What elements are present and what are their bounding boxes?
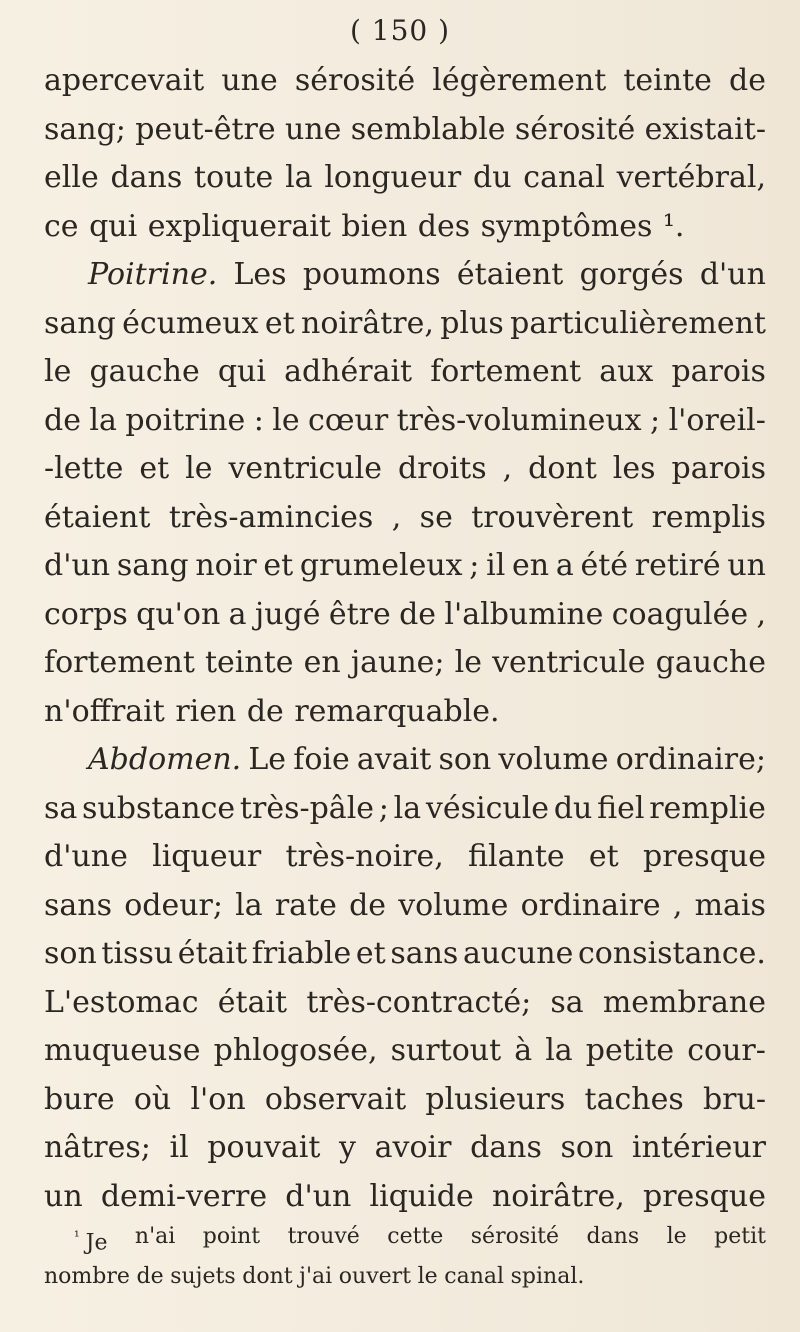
word: un [44, 1178, 83, 1214]
word: $^{^1}$ Je [74, 1229, 108, 1256]
word: écumeux [122, 305, 259, 341]
word: -lette [44, 451, 124, 486]
word: d'un [285, 1178, 352, 1214]
word: particulièrement [510, 305, 766, 341]
page-number: ( 150 ) [349, 14, 451, 47]
word: poitrine [125, 402, 246, 438]
word: la [545, 1033, 573, 1068]
footnote-mark: ¹ [74, 1229, 80, 1245]
word: et [355, 936, 386, 971]
word: de [729, 63, 766, 98]
word: une [221, 63, 278, 98]
word: spinal. [510, 1264, 585, 1290]
section-heading-poitrine: Poitrine. [88, 257, 218, 292]
word: muqueuse [44, 1033, 201, 1068]
word: dans [470, 1130, 542, 1165]
word: très-pâle [239, 790, 375, 826]
word: jaune; [350, 645, 445, 680]
word: sujets [170, 1264, 236, 1290]
word: ¹. [662, 208, 685, 244]
word: le [454, 645, 482, 680]
word: un [727, 548, 766, 583]
word: remarquable. [294, 693, 500, 729]
word: canal [523, 160, 605, 195]
word: l'albumine [444, 596, 604, 632]
word: canal [444, 1264, 505, 1290]
word: été [580, 548, 629, 583]
word: aux [599, 354, 654, 389]
word: bru- [702, 1081, 766, 1117]
word: bien [341, 208, 408, 244]
text-line-with-heading [44, 251, 766, 300]
word: une [284, 111, 342, 147]
word: presque [642, 1178, 766, 1214]
word: ordinaire; [615, 742, 766, 777]
word: ; [469, 548, 480, 583]
word: trouvé [287, 1224, 360, 1249]
word: remplie [649, 790, 766, 826]
word: se [419, 499, 453, 535]
word: qui [217, 354, 266, 389]
word: sang [44, 305, 116, 341]
word: bure [44, 1081, 115, 1117]
word: Le [248, 742, 287, 777]
word: rate [274, 887, 337, 923]
word: d'un [699, 257, 766, 292]
word: volume [498, 742, 609, 777]
word: ce [44, 208, 79, 244]
word: sérosité [294, 63, 416, 98]
word: étaient [456, 257, 564, 292]
word: la [393, 790, 422, 826]
word: très-noire, [285, 839, 444, 874]
word: foie [293, 742, 350, 777]
word: la [89, 402, 117, 438]
word: gauche [655, 645, 766, 680]
word: a [555, 548, 574, 583]
footnote [44, 1220, 766, 1294]
text-line-with-heading [44, 736, 766, 785]
word: corps [44, 596, 128, 632]
word: demi-verre [100, 1178, 268, 1214]
word: sans [44, 887, 112, 923]
word: du [473, 160, 512, 195]
text-line [44, 154, 766, 203]
word: grumeleux [299, 548, 463, 583]
word: du [553, 790, 593, 826]
word: dans [110, 160, 183, 195]
paragraph-poitrine [44, 251, 766, 736]
word: fiel [597, 790, 645, 826]
word: et [588, 839, 619, 874]
word: ; [650, 402, 661, 438]
word: trouvèrent [471, 499, 634, 535]
word: et [264, 305, 295, 341]
text-line [44, 57, 766, 106]
word: presque [642, 839, 766, 874]
word: des [417, 208, 471, 244]
word: nombre [44, 1264, 130, 1290]
word: symptômes [480, 208, 653, 244]
word: à [514, 1033, 533, 1068]
word: j'ai [299, 1264, 333, 1290]
word: dont [242, 1264, 293, 1290]
word: son [44, 936, 97, 971]
word: substance [82, 790, 236, 826]
text-line [44, 688, 766, 737]
word: odeur; [124, 887, 223, 923]
word: et [263, 548, 294, 583]
word: les [612, 451, 656, 486]
word: de [349, 887, 387, 923]
word: sa [44, 790, 78, 826]
word: avoir [374, 1130, 452, 1165]
text-line [44, 397, 766, 446]
text-line [44, 445, 766, 494]
word: sang [116, 548, 189, 583]
word: de [399, 596, 437, 632]
word: cour- [687, 1033, 766, 1068]
word: être [328, 596, 391, 632]
word: fortement [430, 354, 582, 389]
word: était [177, 936, 248, 971]
word: d'un [44, 548, 111, 583]
word: pouvait [207, 1130, 321, 1165]
word: retiré [634, 548, 721, 583]
word: noirâtre, [301, 305, 434, 341]
word: teinte [205, 645, 294, 680]
word: tissu [101, 936, 174, 971]
text-line [44, 882, 766, 931]
word: n'ai [134, 1224, 176, 1249]
word: l'oreil- [668, 402, 766, 438]
word: très-volumineux [396, 402, 642, 438]
word: le [272, 402, 300, 438]
word: sérosité [470, 1224, 560, 1249]
word: poumons [302, 257, 441, 292]
text-line [44, 930, 766, 979]
text-line [44, 494, 766, 543]
word: rien [175, 693, 237, 729]
word: parois [671, 354, 766, 389]
text-line [44, 203, 766, 252]
word: qui [89, 208, 138, 244]
word: son [560, 1130, 614, 1165]
word: en [303, 645, 341, 680]
word: point [202, 1224, 261, 1249]
word: vertébral, [616, 160, 766, 195]
text-line [44, 542, 766, 591]
text-line [44, 1027, 766, 1076]
text-line [44, 300, 766, 349]
word: semblable [350, 111, 506, 147]
text-line [44, 1124, 766, 1173]
word: expliquerait [147, 208, 331, 244]
word: L'estomac [44, 984, 199, 1020]
word: il [169, 1130, 189, 1165]
word: vésicule [425, 790, 550, 826]
text-line [44, 1076, 766, 1125]
word: liquide [369, 1178, 474, 1214]
word: droits [397, 451, 487, 486]
word: ventricule [228, 451, 382, 486]
section-heading-abdomen: Abdomen. [88, 742, 242, 777]
word: ventricule [492, 645, 646, 680]
word: phlogosée, [213, 1033, 378, 1068]
word: très-contracté; [306, 984, 532, 1020]
footnote-line [44, 1260, 766, 1294]
word: il [486, 548, 506, 583]
word: en [512, 548, 550, 583]
word: sa [550, 984, 584, 1020]
word: friable [251, 936, 352, 971]
word: : [253, 402, 264, 438]
text-line [44, 639, 766, 688]
footnote-line [44, 1220, 766, 1260]
word: avait [356, 742, 432, 777]
word: intérieur [631, 1130, 766, 1165]
word: nâtres; [44, 1130, 151, 1165]
word: , [756, 596, 766, 632]
word: adhérait [284, 354, 413, 389]
word: toute [194, 160, 274, 195]
word: noir [195, 548, 257, 583]
word: mais [694, 887, 766, 923]
word: son [438, 742, 492, 777]
word: aucune [462, 936, 574, 971]
word: petite [585, 1033, 675, 1068]
word: gauche [89, 354, 200, 389]
word: sans [390, 936, 459, 971]
word: observait [264, 1081, 407, 1117]
word: gorgés [579, 257, 684, 292]
word: cette [387, 1224, 444, 1249]
word: fortement [44, 645, 195, 680]
word: le [666, 1224, 687, 1249]
word: longueur [324, 160, 462, 195]
word: de [44, 402, 81, 438]
paragraph-1 [44, 57, 766, 251]
word: et [139, 451, 170, 486]
word: y [339, 1130, 356, 1165]
word: , [391, 499, 402, 535]
word: sang; [44, 111, 126, 147]
word: elle [44, 160, 99, 195]
word: volume [398, 887, 509, 923]
word: Les [233, 257, 287, 292]
word: remplis [651, 499, 766, 535]
word: noirâtre, [491, 1178, 625, 1214]
text-line [44, 348, 766, 397]
word: la [285, 160, 313, 195]
word: qu'on [136, 596, 221, 632]
text-line [44, 591, 766, 640]
word: , [672, 887, 683, 923]
word: existait- [644, 111, 766, 147]
word: membrane [602, 984, 766, 1020]
text-line [44, 833, 766, 882]
word: plus [440, 305, 504, 341]
word: ordinaire [520, 887, 661, 923]
word: teinte [623, 63, 712, 98]
word: dont [528, 451, 597, 486]
text-line [44, 106, 766, 155]
word: a [228, 596, 247, 632]
word: le [417, 1264, 438, 1290]
word: cœur [308, 402, 389, 438]
word: d'une [44, 839, 128, 874]
word: dans [586, 1224, 640, 1249]
word: peut-être [135, 111, 276, 147]
word: , [502, 451, 513, 486]
word: plusieurs [425, 1081, 566, 1117]
word: étaient [44, 499, 151, 535]
word: ouvert [338, 1264, 412, 1290]
word: de [136, 1264, 164, 1290]
body-text [44, 57, 766, 1221]
word: était [217, 984, 288, 1020]
word: le [44, 354, 72, 389]
word: où [133, 1081, 172, 1117]
word: apercevait [44, 63, 205, 98]
word: de [246, 693, 284, 729]
word: jugé [254, 596, 321, 632]
word: le [185, 451, 213, 486]
word: la [235, 887, 263, 923]
paragraph-abdomen [44, 736, 766, 1221]
word: liqueur [152, 839, 262, 874]
word: coagulée [611, 596, 749, 632]
word: surtout [390, 1033, 502, 1068]
word: filante [468, 839, 565, 874]
word: ; [378, 790, 389, 826]
word: légèrement [432, 63, 607, 98]
word: n'offrait [44, 693, 165, 729]
word: parois [671, 451, 766, 486]
word: sérosité [514, 111, 636, 147]
word: l'on [190, 1081, 246, 1117]
word: très-amincies [168, 499, 374, 535]
word: consistance. [577, 936, 766, 971]
word: taches [584, 1081, 684, 1117]
text-line [44, 785, 766, 834]
text-line [44, 1173, 766, 1222]
text-line [44, 979, 766, 1028]
word: petit [714, 1224, 766, 1249]
